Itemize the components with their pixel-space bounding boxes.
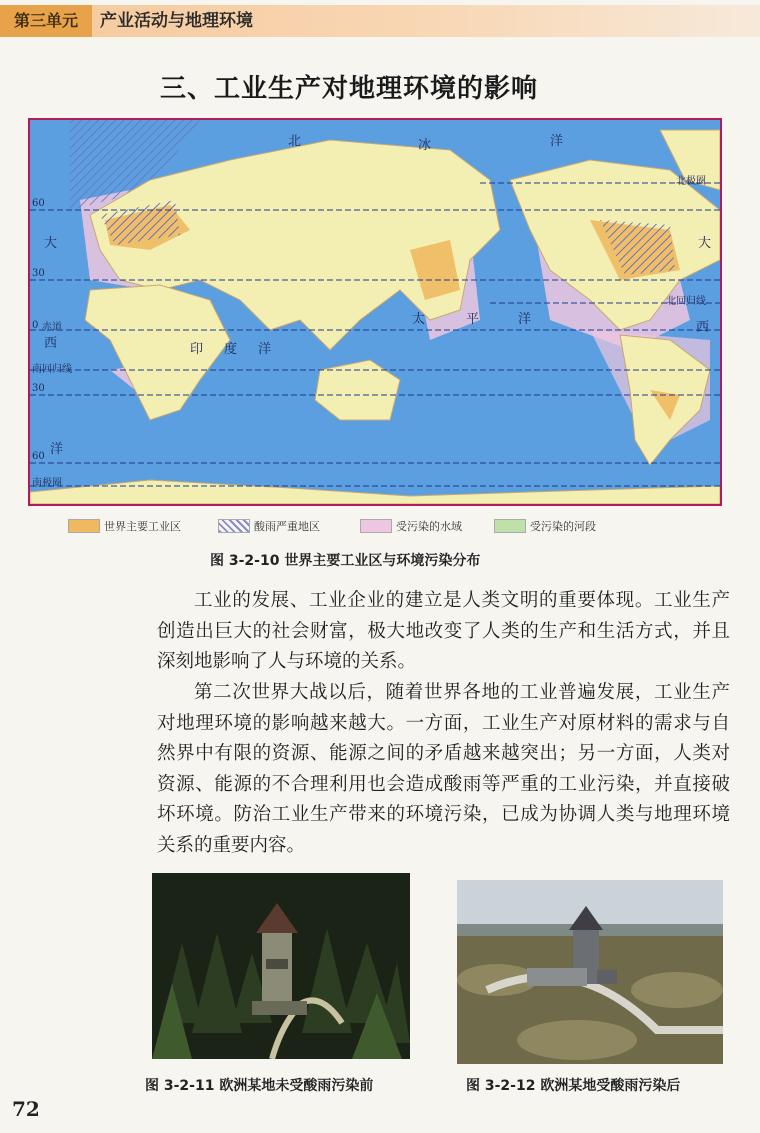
photo-caption-after: 图 3-2-12 欧洲某地受酸雨污染后 bbox=[466, 1078, 681, 1094]
arctic-circle-label: 北极圈 bbox=[676, 176, 706, 187]
legend-swatch-polluted-water bbox=[360, 519, 392, 533]
photo-before-acid-rain bbox=[152, 873, 410, 1059]
legend-label-industrial: 世界主要工业区 bbox=[104, 520, 181, 533]
legend-swatch-acid-rain bbox=[218, 519, 250, 533]
legend-item-polluted-water bbox=[360, 518, 462, 534]
lat-60n-label: 60 bbox=[32, 198, 45, 209]
pacific-label-3: 洋 bbox=[518, 312, 532, 327]
landmass-australia bbox=[315, 360, 400, 420]
legend-swatch-polluted-river bbox=[494, 519, 526, 533]
forest-tower-illustration bbox=[152, 873, 410, 1059]
paragraph-2: 第二次世界大战以后，随着世界各地的工业普遍发展，工业生产对地理环境的影响越来越大。一方面，工业生产对原材料的需求与自然界中有限的资源、能源之间的矛盾越来越突出；另一方面，人类对资源、能源的不合理利用也会造成酸雨等严重的工业污染，并直接破坏环境。防治工业生产带来的环境污染，已成为协调人类与地理环境关系的重要内容。 bbox=[157, 682, 730, 856]
page-number: 72 bbox=[12, 1097, 40, 1121]
landmass-africa bbox=[85, 285, 230, 420]
legend-label-acid-rain: 酸雨严重地区 bbox=[254, 520, 320, 533]
paragraph-1: 工业的发展、工业企业的建立是人类文明的重要体现。工业生产创造出巨大的社会财富，极大地改变了人类的生产和生活方式，并且深刻地影响了人与环境的关系。 bbox=[157, 590, 730, 672]
equator-label: 赤道 bbox=[42, 322, 62, 333]
tropic-s-label: 南回归线 bbox=[32, 364, 72, 375]
unit-label: 第三单元 bbox=[0, 5, 92, 37]
lat-60s-label: 60 bbox=[32, 451, 45, 462]
indian-ocean-label-1: 印 bbox=[190, 342, 204, 357]
arctic-ocean-label-1: 北 bbox=[288, 134, 302, 149]
lat-30n-label: 30 bbox=[32, 268, 45, 279]
antarctic-circle-label: 南极圈 bbox=[32, 478, 62, 489]
lat-0-label: 0 bbox=[32, 320, 39, 331]
legend-swatch-industrial bbox=[68, 519, 100, 533]
legend-item-polluted-river bbox=[494, 518, 596, 534]
section-title: 三、工业生产对地理环境的影响 bbox=[160, 74, 539, 104]
map-graphic bbox=[30, 120, 720, 504]
tropic-n-label: 北回归线 bbox=[666, 296, 706, 307]
lat-30s-label: 30 bbox=[32, 383, 45, 394]
legend-label-polluted-river: 受污染的河段 bbox=[530, 520, 596, 533]
world-industry-pollution-map bbox=[28, 118, 722, 506]
photo-after-acid-rain bbox=[457, 880, 723, 1064]
bare-hill-tower-illustration bbox=[457, 880, 723, 1064]
pacific-label-1: 太 bbox=[412, 312, 426, 327]
pacific-label-2: 平 bbox=[466, 312, 480, 327]
unit-title: 产业活动与地理环境 bbox=[100, 11, 253, 31]
map-figure-caption: 图 3-2-10 世界主要工业区与环境污染分布 bbox=[210, 553, 481, 569]
indian-ocean-label-2: 度 bbox=[224, 342, 238, 357]
atlantic-east-label-2: 西 bbox=[696, 320, 710, 335]
legend-label-polluted-water: 受污染的水域 bbox=[396, 520, 462, 533]
atlantic-east-label-1: 大 bbox=[698, 236, 712, 251]
atlantic-west-label-1: 大 bbox=[44, 236, 58, 251]
photo-caption-before: 图 3-2-11 欧洲某地未受酸雨污染前 bbox=[145, 1078, 374, 1094]
arctic-ocean-label-3: 洋 bbox=[550, 134, 564, 149]
landmass-antarctica bbox=[30, 480, 720, 504]
atlantic-west-label-2: 西 bbox=[44, 336, 58, 351]
legend-item-industrial bbox=[68, 518, 181, 534]
atlantic-west-label-3: 洋 bbox=[50, 442, 64, 457]
indian-ocean-label-3: 洋 bbox=[258, 342, 272, 357]
legend-item-acid-rain bbox=[218, 518, 320, 534]
arctic-ocean-label-2: 冰 bbox=[418, 138, 432, 153]
